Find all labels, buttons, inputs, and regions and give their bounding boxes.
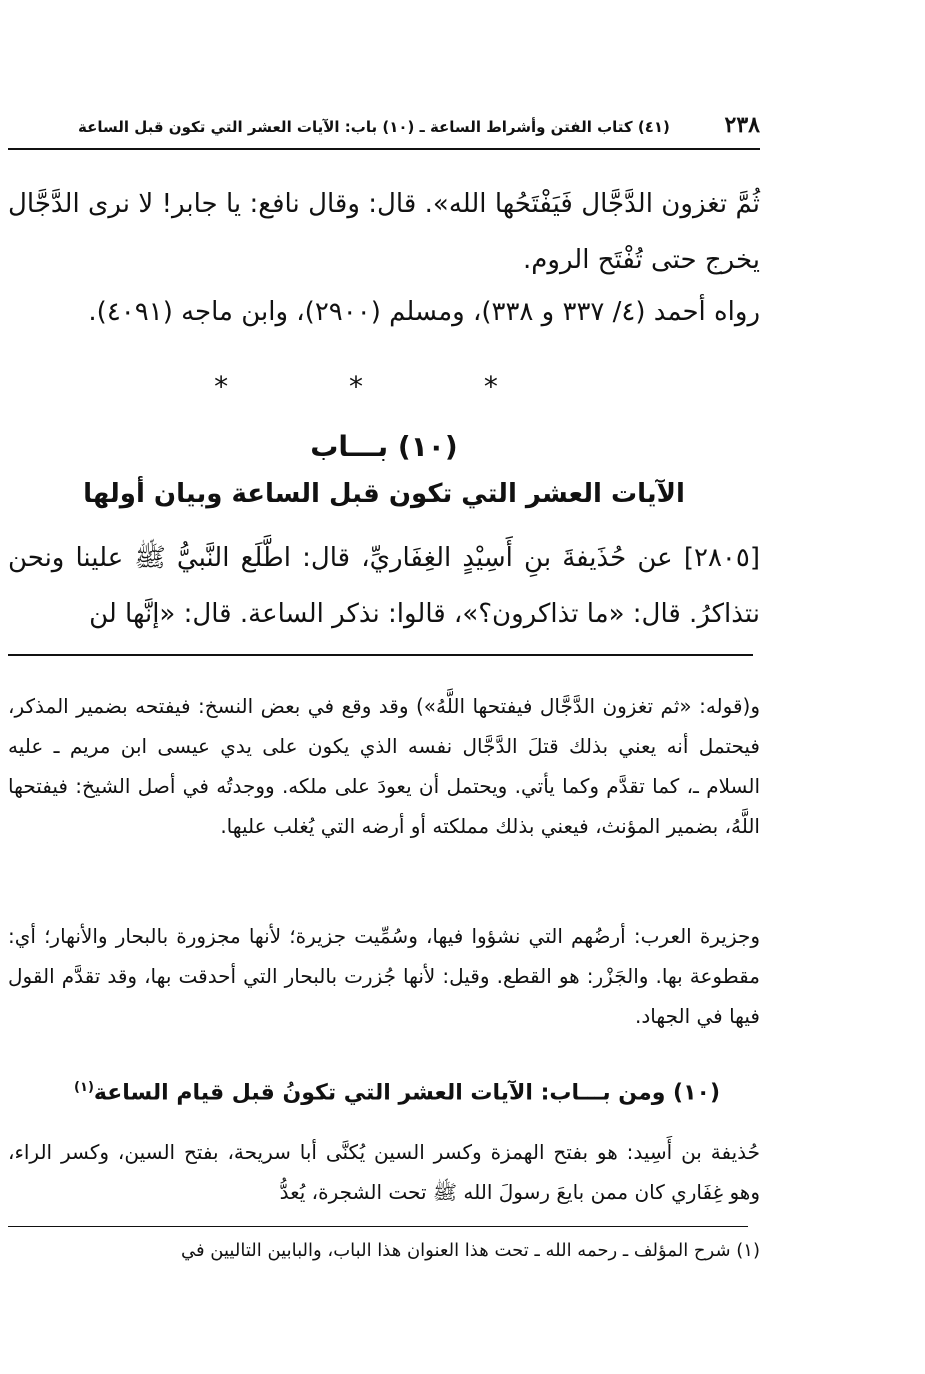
footnote-text: (١) شرح المؤلف ـ رحمه الله ـ تحت هذا العنوان هذا الباب، والبابين التاليين في	[180, 1240, 760, 1261]
hadith-text: [٢٨٠٥] عن حُذَيفةَ بنِ أَسِيْدٍ الغِفَاريِّ، قال: اطَّلَع النَّبيُّ ﷺ علينا ونحن نتذاكرُ. قال: «ما تذاكرون؟»، قالوا: نذكر الساعة. قال: «إنَّها لن	[8, 543, 760, 629]
commentary-paragraph-2: وجزيرة العرب: أرضُهم التي نشؤوا فيها، وسُمِّيت جزيرة؛ لأنها مجزورة بالبحار والأنهار؛ أي: مقطوعة بها. والجَزْر: هو القطع. وقيل: لأنها جُزرت بالبحار التي أحدقت بها، وقد تقدَّم القول فيها في الجهاد.	[8, 924, 760, 1028]
commentary-heading-text: (١٠) ومن بـــاب: الآيات العشر التي تكونُ قبل قيام الساعة	[93, 1080, 720, 1106]
page-number: ٢٣٨	[724, 112, 760, 138]
section-separator: * * *	[214, 370, 554, 403]
footnote-divider	[8, 1226, 748, 1227]
running-title: (٤١) كتاب الفتن وأشراط الساعة ـ (١٠) باب: الآيات العشر التي تكون قبل الساعة	[78, 118, 670, 136]
main-paragraph-2: رواه أحمد (٤/ ٣٣٧ و ٣٣٨)، ومسلم (٢٩٠٠)، وابن ماجه (٤٠٩١).	[88, 297, 760, 327]
main-paragraph-1: ثُمَّ تغزون الدَّجَّال فَيَفْتَحُها الله». قال: وقال نافع: يا جابر! لا نرى الدَّجَّال يخرج حتى تُفْتَح الروم.	[8, 189, 760, 275]
footnote-marker: (١)	[74, 1080, 94, 1095]
bab-subtitle: الآيات العشر التي تكون قبل الساعة وبيان أولها	[83, 479, 685, 509]
commentary-paragraph-1: و(قوله: «ثم تغزون الدَّجَّال فيفتحها اللَّهُ») وقد وقع في بعض النسخ: فيفتحه بضمير المذكر، فيحتمل أنه يعني بذلك قتلَ الدَّجَّال نفسه الذي يكون على يدي عيسى ابن مريم ـ عليه السلام ـ، كما تقدَّم وكما يأتي. ويحتمل أن يعودَ على ملكه. ووجدتُه في أصل الشيخ: فيفتحها اللَّهُ، بضمير المؤنث، فيعني بذلك مملكته أو أرضه التي يُغلب عليها.	[8, 694, 760, 838]
bab-title: (١٠) بـــاب	[310, 430, 458, 463]
commentary-heading	[40, 1068, 720, 1113]
commentary-paragraph-3: حُذيفة بن أَسِيد: هو بفتح الهمزة وكسر السين يُكنَّى أبا سريحة، بفتح السين، وكسر الراء، وهو غِفَاري كان ممن بايعَ رسولَ الله ﷺ تحت الشجرة، يُعدُّ	[8, 1140, 760, 1204]
main-divider	[8, 654, 753, 656]
page-header	[8, 108, 760, 150]
